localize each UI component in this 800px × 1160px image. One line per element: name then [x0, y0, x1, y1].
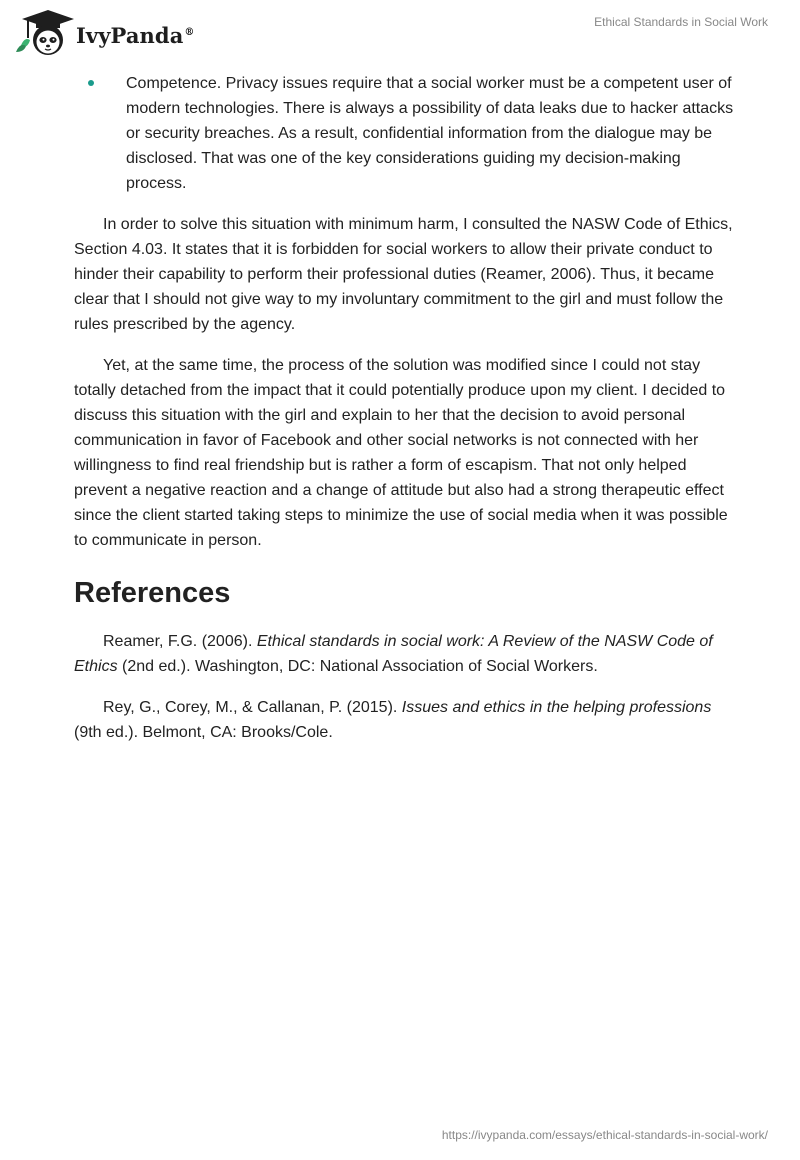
reference-publisher: (2nd ed.). Washington, DC: National Association of Social Workers.: [117, 658, 598, 675]
bullet-text: Competence. Privacy issues require that a social worker must be a competent user of modern technologies. There is always a possibility of data leaks due to hacker attacks or security breaches. As a result, confidential information from the dialogue may be disclosed. That was one of the key considerations guiding my decision-making process.: [126, 75, 734, 192]
registered-mark: ®: [184, 26, 195, 38]
page-header: [0, 0, 800, 64]
ivypanda-logo[interactable]: [14, 8, 195, 58]
body-paragraph: Yet, at the same time, the process of the solution was modified since I could not stay totally detached from the impact that it could potentially produce upon my client. I decided to discuss this situation with the girl and explain to her that the decision to avoid personal communication in favor of Facebook and other social networks is not connected with her willingness to find real friendship but is rather a form of escapism. That not only helped prevent a negative reaction and a change of attitude but also had a strong therapeutic effect since the client started taking steps to minimize the use of social media when it was possible to communicate in person.: [74, 357, 728, 549]
reference-title: Issues and ethics in the helping professions: [401, 699, 712, 716]
reference-entry: [74, 695, 734, 745]
panda-graduate-logo-icon: [14, 8, 74, 58]
source-url-link[interactable]: https://ivypanda.com/essays/ethical-standards-in-social-work/: [441, 1128, 768, 1142]
reference-authors: Rey, G., Corey, M., & Callanan, P. (2015).: [103, 699, 402, 716]
references-heading: References: [74, 577, 231, 609]
list-item: [74, 71, 734, 196]
running-title: Ethical Standards in Social Work: [594, 15, 768, 29]
reference-entry: [74, 629, 734, 679]
bullet-icon: [88, 80, 94, 86]
document-body: [74, 71, 734, 745]
reference-publisher: (9th ed.). Belmont, CA: Brooks/Cole.: [74, 724, 333, 741]
bullet-list: [74, 71, 734, 196]
reference-authors: Reamer, F.G. (2006).: [103, 633, 257, 650]
body-paragraph: In order to solve this situation with minimum harm, I consulted the NASW Code of Ethics, Section 4.03. It states that it is forbidden for social workers to allow their private conduct to hinder their capability to perform their professional duties (Reamer, 2006). Thus, it became clear that I should not give way to my involuntary commitment to the girl and must follow the rules prescribed by the agency.: [74, 216, 733, 333]
logo-wordmark: IvyPanda®: [76, 22, 195, 48]
reference-title: Ethical standards in social work: A Review of the NASW Code of Ethics: [74, 633, 713, 675]
